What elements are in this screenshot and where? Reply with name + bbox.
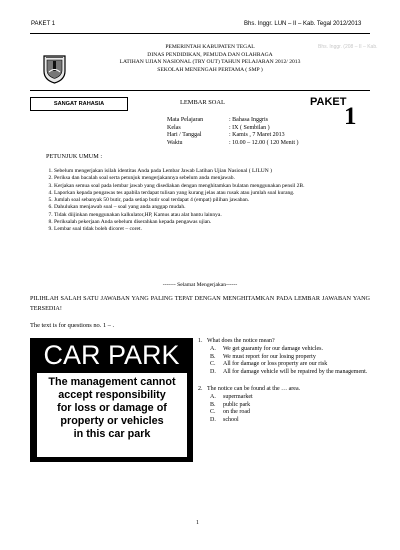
notice-line: accept responsibility bbox=[58, 389, 166, 401]
option-text: All for damage or loss property are our risk bbox=[223, 361, 328, 368]
option-text: public park bbox=[223, 401, 251, 408]
paket-number: 1 bbox=[344, 103, 357, 130]
option-letter: A. bbox=[210, 393, 216, 400]
answer-option[interactable] bbox=[210, 409, 373, 417]
option-text: We must report for our losing property bbox=[223, 353, 316, 360]
question-2 bbox=[198, 386, 373, 394]
questions bbox=[198, 338, 373, 425]
question-1 bbox=[198, 338, 373, 346]
good-luck-line: ------- Selamat Mengerjakan------ bbox=[162, 282, 238, 288]
option-letter: C. bbox=[210, 409, 216, 416]
question-gap bbox=[198, 377, 373, 386]
answer-option[interactable] bbox=[210, 369, 373, 377]
page-number: 1 bbox=[196, 520, 199, 526]
header-paket: PAKET 1 bbox=[31, 21, 56, 27]
instruction-item: 6. Dahulukan menjawab soal – soal yang anda anggap mudah. bbox=[54, 204, 375, 211]
question-number: 2. bbox=[198, 385, 203, 392]
notice-line: for loss or damage of bbox=[57, 402, 167, 414]
meta-row bbox=[167, 117, 299, 125]
meta-key: Mata Pelajaran bbox=[167, 117, 204, 123]
option-text: school bbox=[223, 417, 239, 424]
instructions-heading: PETUNJUK UMUM : bbox=[46, 153, 103, 160]
notice-line: in this car park bbox=[73, 428, 151, 440]
meta-value: : IX ( Sembilan ) bbox=[229, 124, 270, 131]
instruction-item: 8. Periksalah pekerjaan Anda sebelum diserahkan kepada pengawas ujian. bbox=[54, 219, 375, 226]
car-park-notice bbox=[30, 338, 193, 462]
meta-value: : 10.00 – 12.00 ( 120 Menit ) bbox=[229, 139, 299, 146]
institution-block bbox=[100, 44, 320, 74]
option-text: We get guaranty for our damage vehicles. bbox=[223, 345, 323, 352]
instruction-item: 2. Periksa dan bacalah soal serta petunjuk mengerjakannya sebelum anda menjawab. bbox=[54, 175, 375, 182]
meta-key: Kelas bbox=[167, 124, 181, 131]
meta-row bbox=[167, 132, 299, 140]
institution-line: SEKOLAH MENENGAH PERTAMA ( SMP ) bbox=[157, 66, 263, 73]
header-rule bbox=[30, 33, 370, 34]
question-text: What does the notice mean? bbox=[207, 338, 275, 344]
option-letter: D. bbox=[210, 417, 216, 424]
confidential-badge: SANGAT RAHASIA bbox=[30, 97, 128, 111]
institution-line: PEMERINTAH KABUPATEN TEGAL bbox=[165, 44, 255, 50]
instruction-item: 1. Sebelum mengerjakan isilah identitas Anda pada Lembar Jawab Latihan Ujian Nasional ( LJLUN ) bbox=[54, 168, 375, 175]
option-letter: C. bbox=[210, 361, 216, 368]
option-letter: D. bbox=[210, 369, 216, 376]
instruction-item: 4. Laporkan kepada pengawas tes apabila terdapat tulisan yang kurang jelas atau rusak atau jumlah soal kurang. bbox=[54, 190, 375, 197]
answer-option[interactable] bbox=[210, 346, 373, 354]
sheet-title: LEMBAR SOAL bbox=[180, 99, 225, 106]
answer-option[interactable] bbox=[210, 402, 373, 410]
regency-emblem-icon bbox=[42, 54, 67, 84]
instruction-item: 5. Jumlah soal sebanyak 50 butir, pada setiap butir soal terdapat 4 (empat) pilihan jawaban. bbox=[54, 197, 375, 204]
option-text: All for damage vehicle will be repaired by the management. bbox=[223, 369, 368, 376]
exam-meta bbox=[167, 117, 299, 147]
institution-line: DINAS PENDIDIKAN, PEMUDA DAN OLAHRAGA bbox=[147, 51, 273, 58]
watermark-text: Bhs. Inggr. (208 – II – Kab. bbox=[318, 44, 378, 50]
meta-value: : Kamis , 7 Maret 2013 bbox=[229, 132, 285, 139]
question-number: 1. bbox=[198, 338, 203, 344]
instructions-list bbox=[40, 168, 375, 234]
answer-option[interactable] bbox=[210, 394, 373, 402]
meta-value: : Bahasa Inggris bbox=[229, 117, 268, 123]
option-text: supermarket bbox=[223, 393, 253, 400]
option-letter: B. bbox=[210, 401, 216, 408]
notice-heading: CAR PARK bbox=[43, 340, 180, 370]
notice-line: The management cannot bbox=[48, 376, 176, 388]
instruction-item: 3. Kerjakan semua soal pada lembar jawab yang disediakan dengan menghitamkan bulatan menggunakan pensil 2B. bbox=[54, 183, 375, 190]
meta-row bbox=[167, 125, 299, 133]
meta-row bbox=[167, 140, 299, 148]
notice-line: property or vehicles bbox=[60, 415, 164, 427]
text-reference: The text is for questions no. 1 – . bbox=[30, 322, 115, 329]
answer-directive: PILIHLAH SALAH SATU JAWABAN YANG PALING TEPAT DENGAN MENGHITAMKAN PADA LEMBAR JAWABAN YANG TERSEDIA! bbox=[30, 295, 370, 312]
institution-line: LATIHAN UJIAN NASIONAL (TRY OUT) TAHUN PELAJARAN 2012/ 2013 bbox=[119, 59, 301, 66]
header-subject: Bhs. Inggr. LUN – II – Kab. Tegal 2012/2013 bbox=[244, 21, 362, 27]
instruction-item: 9. Lembar soal tidak boleh dicoret – coret. bbox=[54, 226, 375, 233]
option-letter: A. bbox=[210, 345, 216, 352]
question-text: The notice can be found at the … area. bbox=[207, 385, 301, 392]
answer-option[interactable] bbox=[210, 417, 373, 425]
paket-label: PAKET bbox=[310, 96, 347, 108]
option-text: on the road bbox=[223, 409, 250, 416]
institution-rule bbox=[30, 90, 370, 91]
meta-key: Waktu bbox=[167, 139, 183, 146]
notice-body bbox=[37, 373, 187, 457]
meta-key: Hari / Tanggal bbox=[167, 132, 202, 139]
option-letter: B. bbox=[210, 353, 216, 360]
instruction-item: 7. Tidak diijinkan menggunakan kalkulator,HP, Kamus atau alat bantu lainnya. bbox=[54, 212, 375, 219]
